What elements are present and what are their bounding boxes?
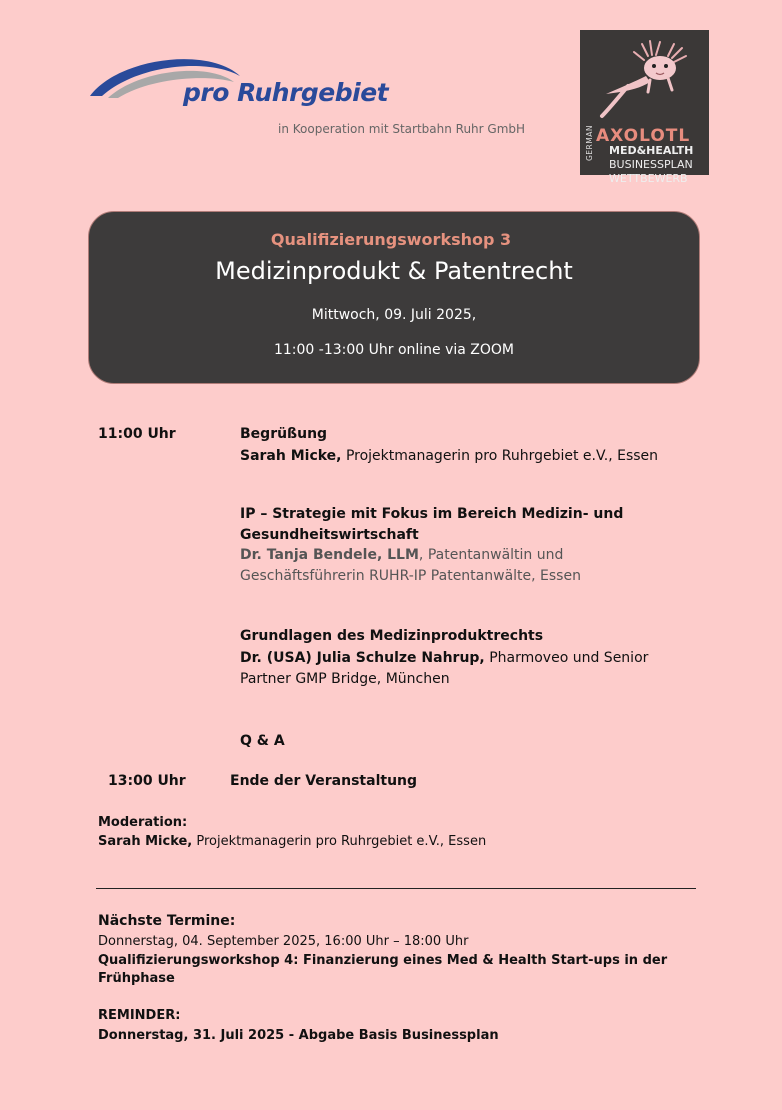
- reminder-label: REMINDER:: [98, 1008, 181, 1023]
- agenda-item-1-title: Begrüßung: [240, 426, 328, 442]
- axolotl-name: AXOLOTL: [596, 126, 691, 146]
- agenda-item-2-role-2: Geschäftsführerin RUHR-IP Patentanwälte, Essen: [240, 568, 581, 584]
- agenda-end-time: 13:00 Uhr: [108, 773, 186, 789]
- next-workshop-line-2: Frühphase: [98, 971, 175, 986]
- next-dates-label: Nächste Termine:: [98, 913, 236, 929]
- divider: [96, 888, 696, 889]
- reminder-text: Donnerstag, 31. Juli 2025 - Abgabe Basis Businessplan: [98, 1028, 499, 1043]
- workshop-title: Medizinprodukt & Patentrecht: [215, 257, 573, 285]
- agenda-item-1-speaker-line: [240, 446, 658, 467]
- axolotl-line-2: BUSINESSPLAN: [609, 158, 693, 171]
- agenda-item-2-speaker-line: [240, 545, 563, 566]
- agenda-item-3-speaker: Dr. (USA) Julia Schulze Nahrup,: [240, 650, 485, 666]
- agenda-end-label: Ende der Veranstaltung: [230, 773, 418, 789]
- moderation-line: [98, 832, 486, 851]
- agenda-item-1-speaker: Sarah Micke,: [240, 448, 342, 464]
- pro-ruhrgebiet-logo-text: pro Ruhrgebiet: [183, 78, 389, 107]
- agenda-item-2-title-line-2: Gesundheitswirtschaft: [240, 527, 419, 543]
- axolotl-line-1: MED&HEALTH: [609, 144, 694, 157]
- agenda-start-time: 11:00 Uhr: [98, 426, 176, 442]
- cooperation-note: in Kooperation mit Startbahn Ruhr GmbH: [278, 122, 526, 136]
- next-date: Donnerstag, 04. September 2025, 16:00 Uhr – 18:00 Uhr: [98, 934, 469, 949]
- next-workshop-line-1: Qualifizierungsworkshop 4: Finanzierung eines Med & Health Start-ups in der: [98, 953, 668, 968]
- workshop-time: 11:00 -13:00 Uhr online via ZOOM: [273, 342, 515, 358]
- agenda-item-2-title-line-1: IP – Strategie mit Fokus im Bereich Medizin- und: [240, 506, 624, 522]
- agenda-item-3-speaker-line: [240, 648, 648, 669]
- agenda-item-1-role: Projektmanagerin pro Ruhrgebiet e.V., Essen: [341, 448, 659, 464]
- agenda-item-2-speaker: Dr. Tanja Bendele, LLM: [240, 547, 419, 563]
- workshop-date: Mittwoch, 09. Juli 2025,: [311, 307, 477, 323]
- workshop-number: Qualifizierungsworkshop 3: [270, 230, 512, 249]
- axolotl-german-label: GERMAN: [585, 125, 594, 161]
- axolotl-illustration-icon: [598, 36, 694, 124]
- agenda-qa: Q & A: [240, 733, 285, 749]
- moderation-label: Moderation:: [98, 815, 188, 830]
- agenda-item-3-role-2: Partner GMP Bridge, München: [240, 671, 450, 687]
- workshop-header-box: [88, 211, 700, 384]
- axolotl-line-3: WETTBEWERB: [609, 172, 688, 185]
- axolotl-logo: [580, 30, 709, 185]
- moderation-speaker: Sarah Micke,: [98, 834, 193, 849]
- agenda-item-3-role-1: Pharmoveo und Senior: [484, 650, 649, 666]
- agenda-item-2-role-1: , Patentanwältin und: [418, 547, 564, 563]
- moderation-role: Projektmanagerin pro Ruhrgebiet e.V., Essen: [192, 834, 487, 849]
- agenda-item-3-title: Grundlagen des Medizinproduktrechts: [240, 628, 544, 644]
